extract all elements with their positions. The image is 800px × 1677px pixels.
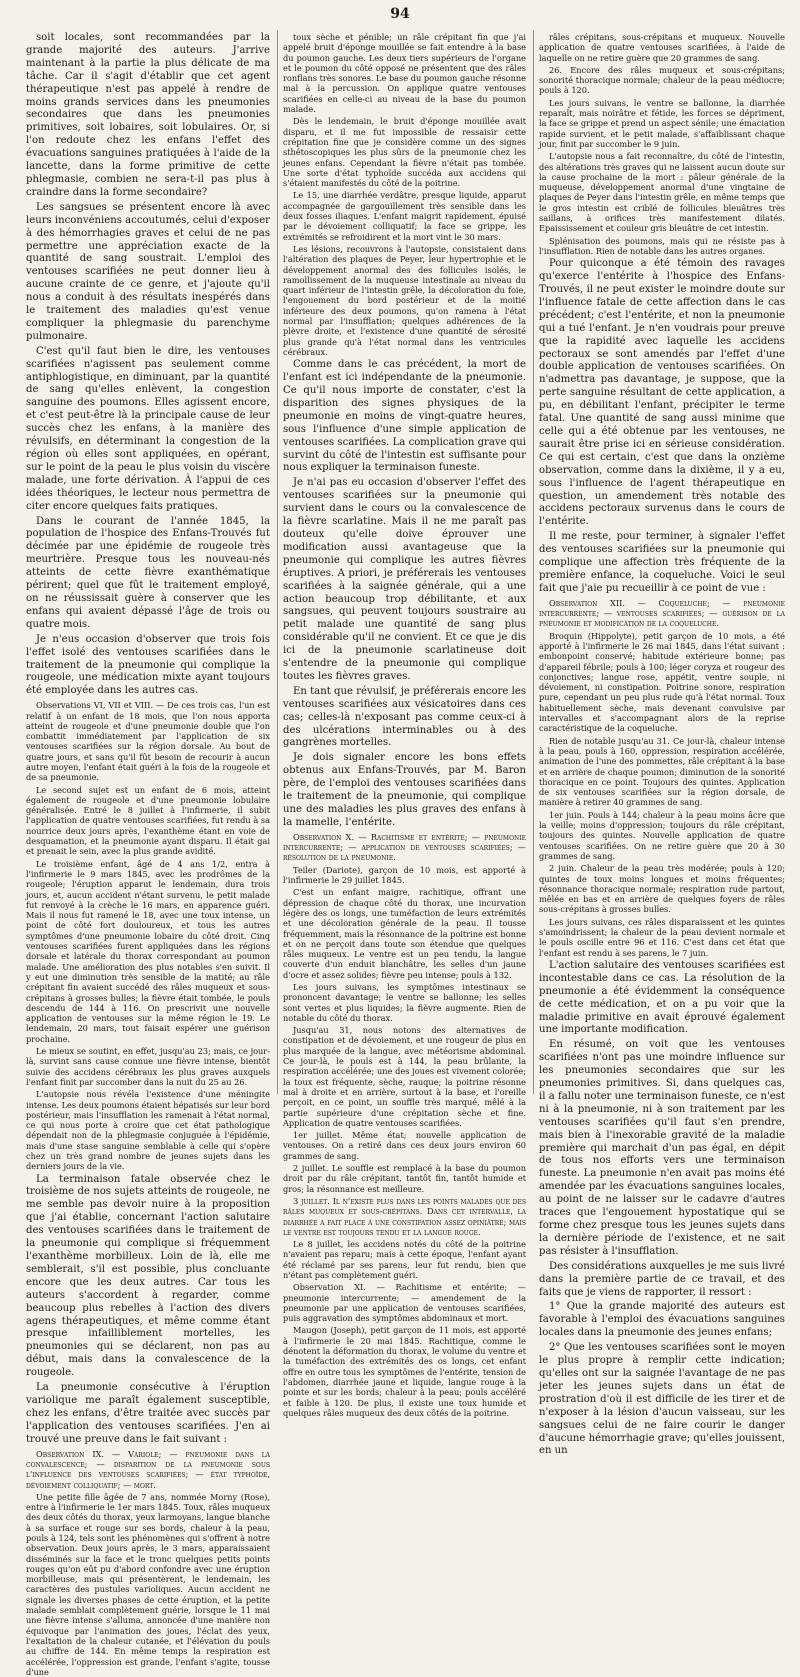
observation-paragraph: Les jours suivans, le ventre se ballonne, la diarrhée reparaît, mais noirâtre et fétide, les forces se dépriment, la face se grippe et prend un aspect sénile; une émaciation rapide survient, et le petit malade, s'affaiblissant chaque jour, finit par succomber le 9 juin. [539, 97, 785, 149]
observation-heading: 3 juillet. Il n'existe plus dans les points malades que des râles muqueux et sous-crépitans. Dans cet intervalle, la diarrhée a fait place à une constipation assez opiniâtre; mais le ventre est toujours tendu et la langue rouge. [283, 1195, 526, 1237]
paragraph: La pneumonie consécutive à l'éruption variolique me paraît également susceptible, chez les enfans, d'être traitée avec succès par l'application des ventouses scarifiées. J'en ai trouvé une preuve dans le fait suivant : [26, 1382, 270, 1445]
observation-paragraph: Dès le lendemain, le bruit d'éponge mouillée avait disparu, et il me fut impossible de ressaisir cette crépitation fine que je considère comme un des signes sthétoscopiques les plus sûrs de la pneumonie chez les jeunes enfans. Cependant la fièvre n'était pas tombée. Une sorte d'état typhoïde succéda aux accidens qui s'étaient manifestés du côté de la poitrine. [283, 116, 526, 189]
observation-paragraph: Splénisation des poumons, mais qui ne résiste pas à l'insufflation. Rien de notable dans les autres organes. [539, 235, 785, 256]
paragraph: Il me reste, pour terminer, à signaler l'effet des ventouses scarifiées sur la pneumonie qui complique une affection très fréquente de la première enfance, la coqueluche. Voici le seul fait que j'aie pu recueillir à ce point de vue : [539, 531, 785, 594]
paragraph: 1° Que la grande majorité des auteurs est favorable à l'emploi des évacuations sanguines locales dans la pneumonie des jeunes enfans; [539, 1301, 785, 1339]
observation-paragraph: Jusqu'au 31, nous notons des alternatives de constipation et de dévoiement, et une rougeur de plus en plus marquée de la langue, avec météorisme abdominal. Ce jour-là, le pouls est à 144, la peau brûlante, la respiration accélérée; une des joues est vivement colorée; la toux est fréquente, sèche, rauque; la poitrine résonne mal à droite et en arrière, surtout à la base, et l'oreille perçoit, en ce point, un souffle très marqué, mêlé à la partie supérieure d'une crépitation sèche et fine. Application de quatre ventouses scarifiées. [283, 1025, 526, 1128]
paragraph: La terminaison fatale observée chez le troisième de nos sujets atteints de rougeole, ne me semble pas devoir nuire à la proposition que j'ai établie, concernant l'action salutaire des ventouses scarifiées dans le traitement de la pneumonie qui complique si fréquemment l'exanthème morbilleux. Loin de là, elle me semblerait, s'il est possible, plus concluante encore que les deux autres. Car tous les auteurs s'accordent à regarder, comme beaucoup plus rebelles à l'action des divers agens thérapeutiques, et même comme étant presque infailliblement mortelles, les pneumonies qui se déclarent, non pas au début, mais dans la convalescence de la rougeole. [26, 1173, 270, 1379]
paragraph: Dans le courant de l'année 1845, la population de l'hospice des Enfans-Trouvés fut décimée par une épidémie de rougeole très meurtrière. Presque tous les nouveau-nés atteints de cette fièvre exanthématique périrent; quel que fût le traitement employé, on ne réussissait guère à conserver que les enfans qui avaient dépassé l'âge de trois ou quatre mois. [26, 515, 270, 630]
paragraph: Comme dans le cas précédent, la mort de l'enfant est ici indépendante de la pneumonie. Ce qu'il nous importe de constater, c'est la disparition des signes physiques de la pneumonie en moins de vingt-quatre heures, sous l'influence d'une simple application de ventouses scarifiées. La complication grave qui survint du côté de l'intestin est suffisante pour nous expliquer la terminaison funeste. [283, 359, 526, 474]
paragraph: Je n'eus occasion d'observer que trois fois l'effet isolé des ventouses scarifiées dans le traitement de la pneumonie qui complique la rougeole, une médication mixte ayant toujours été employée dans les autres cas. [26, 633, 270, 697]
observation-paragraph: Observation XI. — Rachitisme et entérite; — pneumonie intercurrente; — amendement de la pneumonie par une application de ventouses scarifiées, puis aggravation des symptômes abdominaux et mort. [283, 1282, 526, 1324]
observation-paragraph: toux sèche et pénible; un râle crépitant fin que j'ai appelé bruit d'éponge mouillée se fait entendre à la base du poumon gauche. Les deux tiers supérieurs de l'organe et le poumon du côté opposé ne présentent que des râles ronflans très sonores. Le base du poumon gauche résonne mal à la percussion. On applique quatre ventouses scarifiées en celle-ci au niveau de la base du poumon malade. [283, 32, 526, 115]
observation-heading: Observation X. — Rachitisme et entérite; — pneumonie intercurrente; — application de ventouses scarifiées; — résolution de la pneumonie. [283, 831, 526, 863]
text-column-right [539, 32, 785, 1457]
observation-paragraph: Les jours suivans, ces râles disparaissent et les quintes s'amoindrissent; la chaleur de la peau devient normale et le pouls oscille entre 96 et 116. C'est dans cet état que l'enfant est rendu à ses parens, le 7 juin. [539, 916, 785, 958]
paragraph: En tant que révulsif, je préférerais encore les ventouses scarifiées aux vésicatoires dans ces cas; celles-là n'exposant pas comme ceux-ci à des ulcérations interminables ou à des gangrènes mortelles. [283, 685, 526, 749]
paragraph: Les sangsues se présentent encore là avec leurs inconvéniens accoutumés, celui d'exposer à des hémorrhagies graves et celui de ne pas permettre une appréciation exacte de la quantité de sang soustrait. L'emploi des ventouses scarifiées ne peut donner lieu à aucune crainte de ce genre, et j'ajoute qu'il nous a conduit à des résultats inespérés dans le traitement des maladies qu'est venue compliquer la phlegmasie du parenchyme pulmonaire. [26, 201, 270, 342]
observation-paragraph: 2 juillet. Le souffle est remplacé à la base du poumon droit par du râle crépitant, tantôt fin, tantôt humide et gros; la résonnance est meilleure. [283, 1163, 526, 1194]
observation-paragraph: Rien de notable jusqu'au 31. Ce jour-là, chaleur intense à la peau, pouls à 160, oppression, respiration accélérée, animation de l'une des pommettes, râle crépitant à la base et en arrière de chaque poumon; diminution de la sonorité thoracique en ce point. Toujours des quintes. Application de six ventouses scarifiées sur la région dorsale, de manière à retirer 40 grammes de sang. [539, 735, 785, 808]
observation-paragraph: 1er juillet. Même état; nouvelle application de ventouses. On a retiré dans ces deux jours environ 60 grammes de sang. [283, 1130, 526, 1161]
observation-paragraph: râles crépitans, sous-crépitans et muqueux. Nouvelle application de quatre ventouses scarifiées, à l'aide de laquelle on ne retire guère que 20 grammes de sang. [539, 32, 785, 63]
paragraph: En résumé, on voit que les ventouses scarifiées n'ont pas une moindre influence sur les pneumonies secondaires que sur les pneumonies primitives. Si, dans quelques cas, il a fallu noter une terminaison funeste, ce n'est ni à la pneumonie, ni à son traitement par les ventouses scarifiées qu'il faut s'en prendre, mais bien à l'inexorable gravité de la maladie première qui marchait d'un pas égal, en dépit de tous nos efforts vers une terminaison funeste. La pneumonie n'en avait pas moins été amendée par les évacuations sanguines locales, au point de ne laisser sur le cadavre d'autres traces que l'engouement hypostatique qui se forme chez presque tous les jeunes sujets dans la dernière période de l'existence, et ne sait pas résister à l'insufflation. [539, 1039, 785, 1257]
observation-heading: Observation IX. — Variole; — pneumonie dans la convalescence; — disparition de la pneumonie sous l'influence des ventouses scarifiées; — état typhoïde, dévoiement colliquatif; — mort. [26, 1448, 270, 1490]
observation-paragraph: 26. Encore des râles muqueux et sous-crépitans; sonorité thoracique normale; chaleur de la peau médiocre; pouls à 120. [539, 64, 785, 96]
observation-paragraph: Broquin (Hippolyte), petit garçon de 10 mois, a été apporté à l'infirmerie le 26 mai 1845, dans l'état suivant : embonpoint conservé; habitude extérieure bonne; pas d'appareil fébrile; pouls à 100; léger coryza et rougeur des conjonctives; langue rose, appétit, ventre souple, ni dévoiement, ni constipation. Poitrine sonore, respiration pure, cependant un peu plus rude qu'à l'état normal. Toux habituellement sèche, mais devenant convulsive par intervalles et s'accompagnant alors de la reprise caractéristique de la coqueluche. [539, 630, 785, 734]
paragraph: Je dois signaler encore les bons effets obtenus aux Enfans-Trouvés, par M. Baron père, de l'emploi des ventouses scarifiées dans le traitement de la pneumonie, qui complique une des maladies les plus graves des enfans à la mamelle, l'entérite. [283, 752, 526, 828]
paragraph: L'action salutaire des ventouses scarifiées est incontestable dans ce cas. La résolution de la pneumonie a été évidemment la conséquence de cette médication, et on a pu voir que la maladie primitive en avait éprouvé également une importante modification. [539, 959, 785, 1036]
observation-paragraph: Le 15, une diarrhée verdâtre, presque liquide, apparut accompagnée de gargouillement très sensible dans les deux fosses iliaques. L'enfant maigrit rapidement, épuisé par le dévoiement colliquatif; la face se grippe, les extrémités se refroidirent et la mort vint le 30 mars. [283, 190, 526, 242]
observation-paragraph: 2 juin. Chaleur de la peau très modérée; pouls à 120; quintes de toux moins longues et moins fréquentes; résonnance thoracique normale; respiration rude partout, mêlée en bas et en arrière de quelques foyers de râles sous-crépitans à grosses bulles. [539, 863, 785, 915]
observation-paragraph: L'autopsie nous révéla l'existence d'une méningite intense. Les deux poumons étaient hépatisés sur leur bord postérieur, mais l'insufflation les ramenait à l'état normal, ce qui nous porte à croire que cet état pathologique dépendait non de la phlegmasie conjuguée à l'épidémie, mais d'une stase sanguine semblable à celle qui s'opère chez un très grand nombre de jeunes sujets dans les derniers jours de la vie. [26, 1089, 270, 1172]
observation-paragraph: C'est un enfant maigre, rachitique, offrant une dépression de chaque côté du thorax, une incurvation légère des os longs, une tuméfaction de leurs extrémités et une décoloration générale de la peau. Il tousse fréquemment, mais la résonnance de la poitrine est bonne et on ne perçoit dans toute son étendue que quelques râles muqueux. Le ventre est un peu tendu, la langue couverte d'un enduit blanchâtre, les selles d'un jaune d'ocre et assez solides; fièvre peu intense; pouls à 132. [283, 887, 526, 980]
observation-paragraph: Les lésions, recouvrons à l'autopsie, consistaient dans l'altération des plaques de Peyer, leur hypertrophie et le développement anormal des des follicules isolés, le ramollissement de la muqueuse intestinale au niveau du quart inférieur de l'intestin grêle, la décoloration du foie, l'engouement du bord postérieur et de la moitié inférieure des deux poumons, qu'on ramena à l'état normal par l'insufflation; quelques adhérences de la plèvre droite, et l'existence d'une quantité de sérosité plus grande qu'à l'état normal dans les ventricules cérébraux. [283, 243, 526, 357]
paragraph: Des considérations auxquelles je me suis livré dans la première partie de ce travail, et des faits que je viens de rapporter, il ressort : [539, 1260, 785, 1298]
observation-paragraph: Le mieux se soutint, en effet, jusqu'au 23; mais, ce jour-là, survint sans cause connue une fièvre intense, bientôt suivie des accidens cérébraux les plus graves auxquels l'enfant finit par succomber dans la nuit du 25 au 26. [26, 1046, 270, 1087]
paragraph: 2° Que les ventouses scarifiées sont le moyen le plus propre à remplir cette indication; qu'elles ont sur la saignée l'avantage de ne pas jeter les jeunes sujets dans un état de prostration d'où il est difficile de les tirer et de n'exposer à la lésion d'aucun vaisseau, sur les sangsues celui de ne faire courir le danger d'aucune hémorrhagie grave; qu'elles jouissent, en un [539, 1342, 785, 1457]
observation-paragraph: Le 8 juillet, les accidens notés du côté de la poitrine n'avaient pas reparu; mais à cette époque, l'enfant ayant été réclamé par ses parens, leur fut rendu, bien que n'étant pas complètement guéri. [283, 1239, 526, 1280]
observation-paragraph: Le second sujet est un enfant de 6 mois, atteint également de rougeole et d'une pneumonie lobulaire généralisée. Entré le 8 juillet à l'infirmerie, il subit l'application de quatre ventouses scarifiées, fut rendu à sa nourrice deux jours après, l'exanthème étant en voie de desquamation, et la pneumonie ayant disparu. Il était gai et prenait le sein, avec la plus grande avidité. [26, 784, 270, 857]
observation-paragraph: Le troisième enfant, âgé de 4 ans 1/2, entra à l'infirmerie le 9 mars 1845, avec les prodrômes de la rougeole; l'éruption apparut le lendemain, dura trois jours, et, aucun accident n'étant survenu, le petit malade fut renvoyé à la crèche le 16 mars, en apparence guéri. Mais il nous fut ramené le 18, avec une toux intense, un point de côté fort douloureux, et tous les autres symptômes d'une pneumonie lobaire du côté droit. Cinq ventouses scarifiées furent appliquées dans les régions dorsale et latérale du thorax correspondant au poumon malade. Une amélioration des plus notables s'en suivit. Il y eut une diminution très sensible de la matité; au râle crépitant fin avaient succédé des râles muqueux et sous-crépitans à grosses bulles; la fièvre était tombée, le pouls descendu de 144 à 116. On prescrivit une nouvelle application de ventouses sur la même région le 19. Le lendemain, 20 mars, tout faisait espérer une guérison prochaine. [26, 858, 270, 1044]
column-divider [533, 30, 534, 1094]
observation-paragraph: Observations VI, VII et VIII. — De ces trois cas, l'un est relatif à un enfant de 18 mois, que l'on nous apporta atteint de rougeole et d'une pneumonie double que l'on combattit immédiatement par l'application de six ventouses scarifiées sur la région dorsale. Au bout de quatre jours, et sans qu'il fût besoin de recourir à aucun autre moyen, l'enfant était guéri à la fois de la rougeole et de sa pneumonie. [26, 700, 270, 783]
observation-heading: Observation XII. — Coqueluche; — pneumonie intercurrente; — ventouses scarifiées; — guérison de la pneumonie et modification de la coqueluche. [539, 597, 785, 629]
column-divider [277, 30, 278, 1094]
observation-paragraph: Teiler (Dariote), garçon de 10 mois, est apporté à l'infirmerie le 29 juillet 1845. [283, 864, 526, 886]
text-column-middle [283, 32, 526, 1418]
paragraph: soit locales, sont recommandées par la grande majorité des auteurs. J'arrive maintenant à la partie la plus délicate de ma tâche. Car il s'agit d'établir que cet agent thérapeutique n'est pas appelé à rendre de moins grands services dans les pneumonies secondaires que dans les pneumonies primitives, soit lobaires, soit lobulaires. Or, si l'on redoute chez les enfans l'effet des évacuations sanguines pratiquées à l'aide de la lancette, dans la forme primitive de cette phlegmasie, combien ne sera-t-il pas plus à craindre dans la forme secondaire? [26, 32, 270, 198]
paragraph: C'est qu'il faut bien le dire, les ventouses scarifiées n'agissent pas seulement comme antiphlogistique, en diminuant, par la quantité de sang qu'elles enlèvent, la congestion sanguine des poumons. Elles agissent encore, et c'est peut-être là la principale cause de leur succès chez les enfans, à la manière des révulsifs, en déterminant la congestion de la région où elles sont appliquées, en opérant, sur le point de la peau le plus voisin du viscère malade, une forte dérivation. À l'appui de ces idées théoriques, le lecteur nous permettra de citer encore quelques faits pratiques. [26, 345, 270, 512]
page-number: 94 [390, 6, 410, 22]
paragraph: Je n'ai pas eu occasion d'observer l'effet des ventouses scarifiées sur la pneumonie qui survient dans le cours ou la convalescence de la fièvre scarlatine. Mais il ne me paraît pas douteux qu'elle doive éprouver une modification aussi avantageuse que la pneumonie qui complique les autres fièvres éruptives. A priori, je préférerais les ventouses scarifiées à la saignée générale, qui a une action beaucoup trop débilitante, et aux sangsues, qui peuvent toujours soustraire au petit malade une quantité de sang plus considérable qu'il ne convient. Et ce que je dis ici de la pneumonie scarlatineuse doit s'entendre de la pneumonie qui complique toutes les fièvres graves. [283, 477, 526, 682]
observation-paragraph: 1er juin. Pouls à 144; chaleur à la peau moins âcre que la veille; moins d'oppression; toujours du râle crépitant, toujours des quintes. Nouvelle application de quatre ventouses scarifiées. On ne retire guère que 20 à 30 grammes de sang. [539, 809, 785, 861]
text-column-left [26, 32, 270, 1677]
observation-paragraph: Les jours suivans, les symptômes intestinaux se prononcent davantage; le ventre se ballonne; les selles sont vertes et plus liquides; la fièvre augmente. Rien de notable du côté du thorax. [283, 981, 526, 1023]
observation-paragraph: Une petite fille âgée de 7 ans, nommée Morny (Rose), entre à l'infirmerie le 1er mars 1845. Toux, râles muqueux des deux côtés du thorax, yeux larmoyans, langue blanche à sa surface et rouge sur ses bords, chaleur à la peau, pouls à 124, tels sont les phénomènes qui s'offrent à notre observation. Deux jours après, le 3 mars, apparaissaient disséminés sur la face et le tronc quelques petits points rouges qu'on eût pu d'abord confondre avec une éruption morbilleuse, mais qui présentèrent, le lendemain, les caractères des pustules varioliques. Aucun accident ne signale les diverses phases de cette éruption, et la petite malade semblait complètement guérie, lorsque le 11 mai une fièvre intense s'alluma, annoncée d'une manière non équivoque par l'animation des joues, l'éclat des yeux, l'exaltation de la chaleur cutanée, et l'élévation du pouls au chiffre de 144. En même temps la respiration est accélérée, l'oppression est grande, l'enfant s'agite, tousse d'une [26, 1491, 270, 1677]
paragraph: Pour quiconque a été témoin des ravages qu'exerce l'entérite à l'hospice des Enfans-Trouvés, il ne peut exister le moindre doute sur l'influence fatale de cette affection dans le cas précédent; c'est l'entérite, et non la pneumonie qui a tué l'enfant. Je n'en voudrais pour preuve que la rapidité avec laquelle les accidens pectoraux se sont amendés par l'effet d'une double application de ventouses scarifiées. On n'admettra pas davantage, je suppose, que la perte sanguine résultant de cette application, a pu, en débilitant l'enfant, précipiter le terme fatal. Une quantité de sang aussi minime que celle qui a été obtenue par les ventouses, ne saurait être prise ici en sérieuse considération. Ce qui est certain, c'est que dans la onzième observation, comme dans la dixième, il y a eu, sous l'influence de l'agent thérapeutique en question, un amendement très notable des accidens pectoraux survenus dans le cours de l'entérite. [539, 258, 785, 528]
observation-paragraph: L'autopsie nous a fait reconnaître, du côté de l'intestin, des altérations très graves qui ne laissent aucun doute sur la cause prochaine de la mort : pâleur générale de la muqueuse, développement anormal d'une vingtaine de plaques de Peyer dans l'intestin grêle, en même temps que le gros intestin est criblé de follicules bleuâtres très saillans, à orifices très manifestement dilatés. Epaississement et couleur gris bleuâtre de cet intestin. [539, 151, 785, 234]
observation-paragraph: Maugon (Joseph), petit garçon de 11 mois, est apporté à l'infirmerie le 20 mai 1845. Rachitique, comme le dénotent la déformation du thorax, le volume du ventre et la tuméfaction des extrémités des os longs, cet enfant offre en outre tous les symptômes de l'entérite, tension de l'abdomen, diarrhée jaune et liquide, langue rouge à la pointe et sur les bords; chaleur à la peau; pouls accéléré et faible à 120. De plus, il existe une toux humide et quelques râles muqueux des deux côtés de la poitrine. [283, 1325, 526, 1418]
